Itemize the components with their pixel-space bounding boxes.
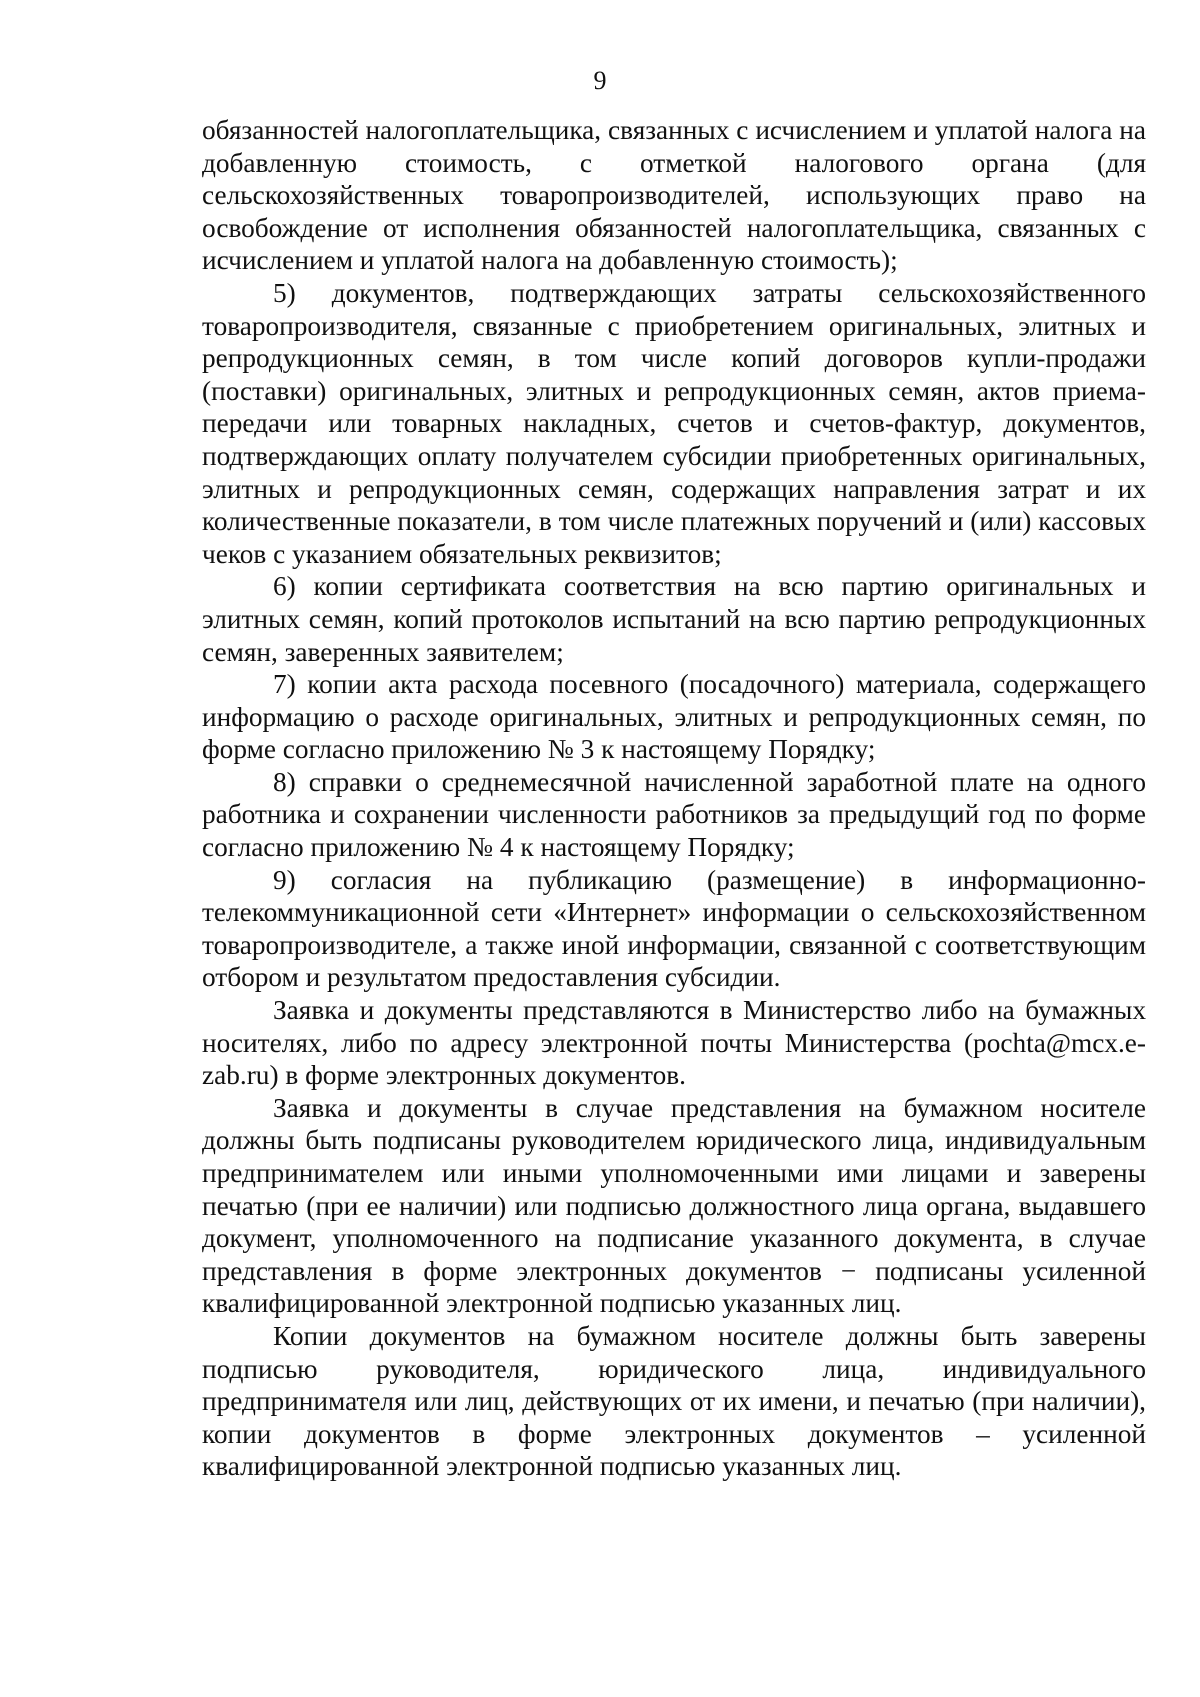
paragraph-signing-requirements: Заявка и документы в случае представления на бумажном носителе должны быть подписаны руководителем юридического лица, индивидуальным предпринимателем или иными уполномоченными ими лицами и заверены печатью (при ее наличии) или подписью должностного лица органа, выдавшего документ, уполномоченного на подписание указанного документа, в случае представления в форме электронных документов − подписаны усиленной квалифицированной электронной подписью указанных лиц. (202, 1092, 1146, 1319)
paragraph-continuation: обязанностей налогоплательщика, связанных с исчислением и уплатой налога на добавленную стоимость, с отметкой налогового органа (для сельскохозяйственных товаропроизводителей, использующих право на освобождение от исполнения обязанностей налогоплательщика, связанных с исчислением и уплатой налога на добавленную стоимость); (202, 115, 1146, 276)
paragraph-item-7: 7) копии акта расхода посевного (посадочного) материала, содержащего информацию о расходе оригинальных, элитных и репродукционных семян, по форме согласно приложению № 3 к настоящему Порядку; (202, 669, 1146, 765)
paragraph-item-8: 8) справки о среднемесячной начисленной заработной плате на одного работника и сохранении численности работников за предыдущий год по форме согласно приложению № 4 к настоящему Порядку; (202, 766, 1146, 863)
paragraph-submission-methods: Заявка и документы представляются в Министерство либо на бумажных носителях, либо по адресу электронной почты Министерства (pochta@mcx.e-zab.ru) в форме электронных документов. (202, 995, 1146, 1091)
paragraph-item-9: 9) согласия на публикацию (размещение) в информационно-телекоммуникационной сети «Интернет» информации о сельскохозяйственном товаропроизводителе, а также иной информации, связанной с соответствующим отбором и результатом предоставления субсидии. (202, 864, 1146, 993)
paragraph-item-5: 5) документов, подтверждающих затраты сельскохозяйственного товаропроизводителя, связанные с приобретением оригинальных, элитных и репродукционных семян, в том числе копий договоров купли-продажи (поставки) оригинальных, элитных и репродукционных семян, актов приема-передачи или товарных накладных, счетов и счетов-фактур, документов, подтверждающих оплату получателем субсидии приобретенных оригинальных, элитных и репродукционных семян, содержащих направления затрат и их количественные показатели, в том числе платежных поручений и (или) кассовых чеков с указанием обязательных реквизитов; (202, 277, 1146, 569)
document-body (202, 114, 1146, 1483)
paragraph-copy-certification: Копии документов на бумажном носителе должны быть заверены подписью руководителя, юридического лица, индивидуального предпринимателя или лиц, действующих от их имени, и печатью (при наличии), копии документов в форме электронных документов – усиленной квалифицированной электронной подписью указанных лиц. (202, 1320, 1146, 1482)
page-number: 9 (593, 66, 607, 95)
paragraph-item-6: 6) копии сертификата соответствия на всю партию оригинальных и элитных семян, копий протоколов испытаний на всю партию репродукционных семян, заверенных заявителем; (202, 571, 1146, 667)
